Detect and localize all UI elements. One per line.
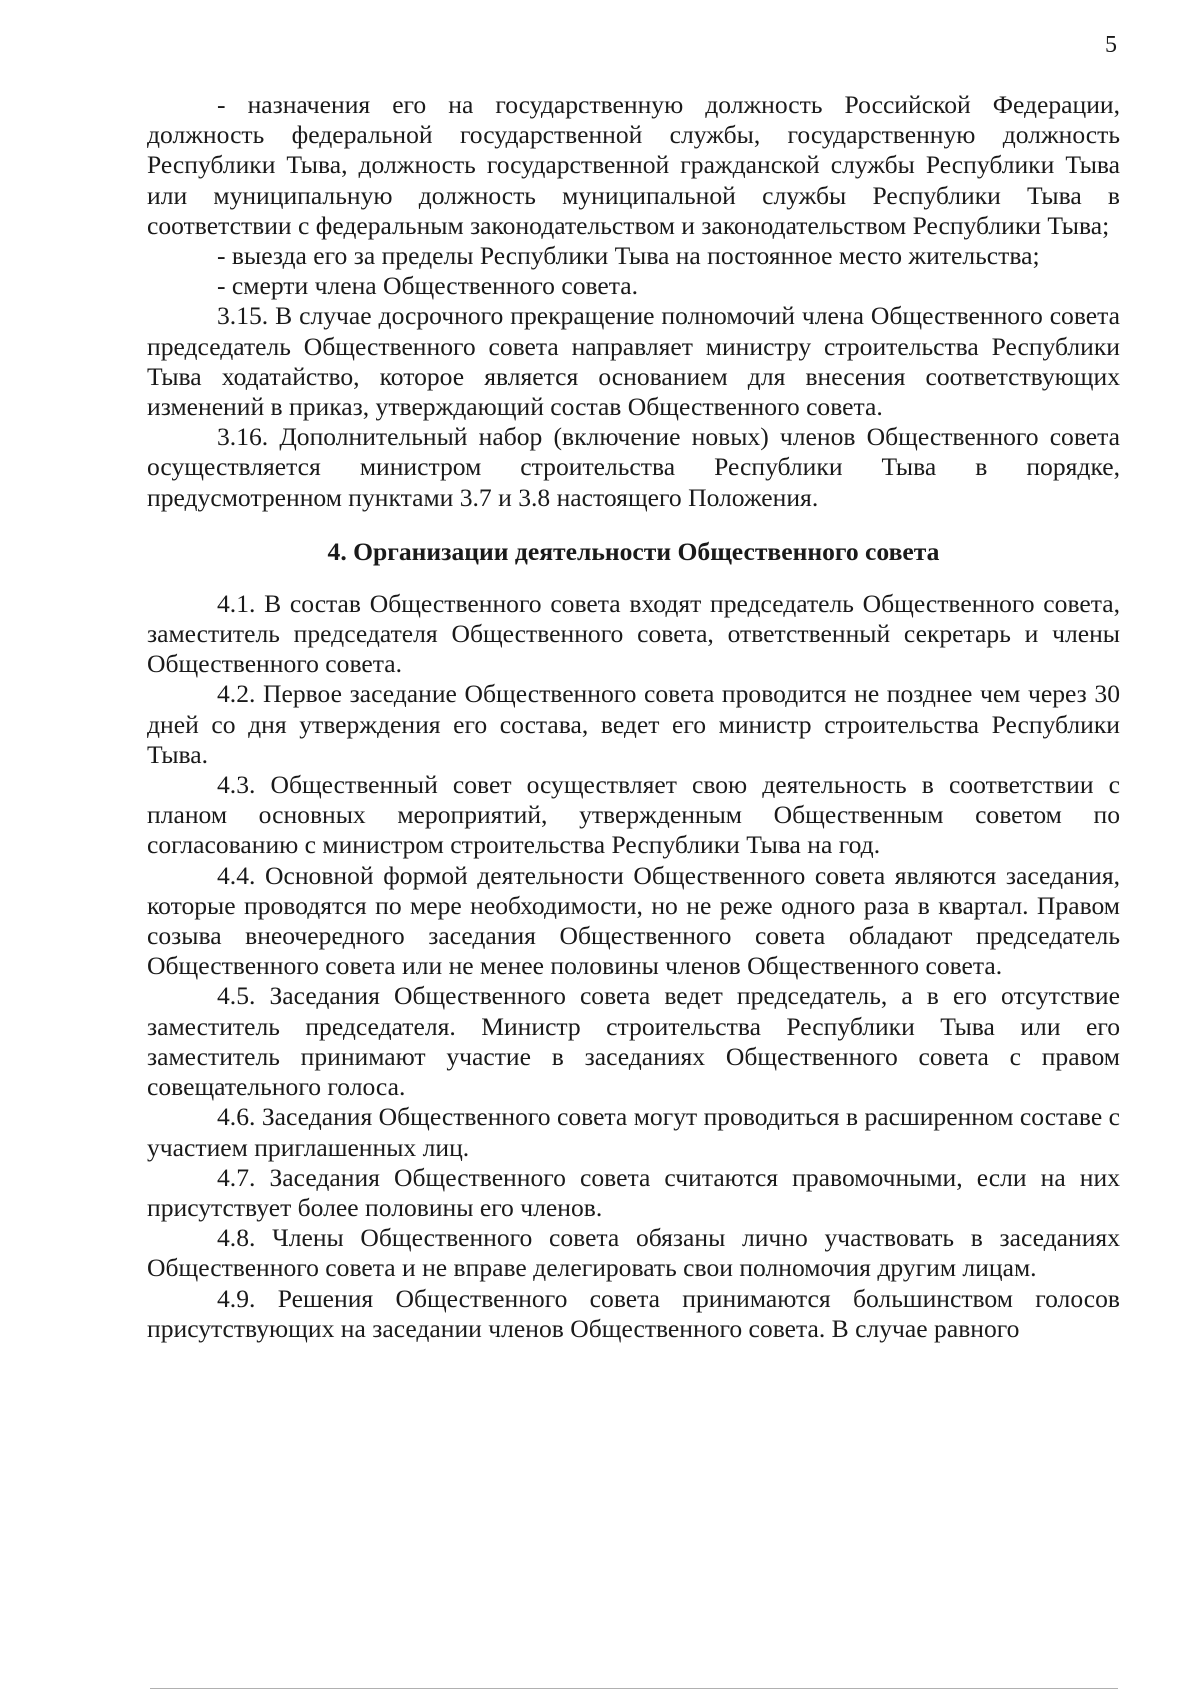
scan-edge-line (150, 1688, 1118, 1689)
paragraph-4-6: 4.6. Заседания Общественного совета могут проводиться в расширенном составе с участием приглашенных лиц. (147, 1102, 1120, 1162)
paragraph-4-5: 4.5. Заседания Общественного совета ведет председатель, а в его отсутствие заместитель председателя. Министр строительства Республики Тыва или его заместитель принимают участие в заседаниях Общественного совета с правом совещательного голоса. (147, 981, 1120, 1102)
paragraph-4-8: 4.8. Члены Общественного совета обязаны лично участвовать в заседаниях Общественного совета и не вправе делегировать свои полномочия другим лицам. (147, 1223, 1120, 1283)
paragraph-3-16: 3.16. Дополнительный набор (включение новых) членов Общественного совета осуществляется министром строительства Республики Тыва в порядке, предусмотренном пунктами 3.7 и 3.8 настоящего Положения. (147, 422, 1120, 512)
paragraph-4-7: 4.7. Заседания Общественного совета считаются правомочными, если на них присутствует более половины его членов. (147, 1162, 1120, 1222)
paragraph-appointment-clause: - назначения его на государственную должность Российской Федерации, должность федеральной государственной службы, государственную должность Республики Тыва, должность государственной гражданской службы Республики Тыва или муниципальную должность муниципальной службы Республики Тыва в соответствии с федеральным законодательством и законодательством Республики Тыва; (147, 90, 1120, 240)
paragraph-4-3: 4.3. Общественный совет осуществляет свою деятельность в соответствии с планом основных мероприятий, утвержденным Общественным советом по согласованию с министром строительства Республики Тыва на год. (147, 770, 1120, 860)
paragraph-4-9: 4.9. Решения Общественного совета принимаются большинством голосов присутствующих на заседании членов Общественного совета. В случае равного (147, 1283, 1120, 1343)
section-heading: 4. Организации деятельности Общественного совета (327, 536, 940, 566)
paragraph-relocation-clause: - выезда его за пределы Республики Тыва на постоянное место жительства; (217, 241, 1040, 271)
paragraph-4-4: 4.4. Основной формой деятельности Общественного совета являются заседания, которые проводятся по мере необходимости, но не реже одного раза в квартал. Правом созыва внеочередного заседания Общественного совета обладают председатель Общественного совета или не менее половины членов Общественного совета. (147, 860, 1120, 981)
page-number: 5 (1105, 32, 1117, 58)
paragraph-death-clause: - смерти члена Общественного совета. (217, 271, 639, 301)
document-body (147, 90, 1120, 1344)
paragraph-3-15: 3.15. В случае досрочного прекращение полномочий члена Общественного совета председатель Общественного совета направляет министру строительства Республики Тыва ходатайство, которое является основанием для внесения соответствующих изменений в приказ, утверждающий состав Общественного совета. (147, 301, 1120, 422)
paragraph-4-1: 4.1. В состав Общественного совета входят председатель Общественного совета, заместитель председателя Общественного совета, ответственный секретарь и члены Общественного совета. (147, 588, 1120, 679)
paragraph-4-2: 4.2. Первое заседание Общественного совета проводится не позднее чем через 30 дней со дня утверждения его состава, ведет его министр строительства Республики Тыва. (147, 679, 1120, 769)
